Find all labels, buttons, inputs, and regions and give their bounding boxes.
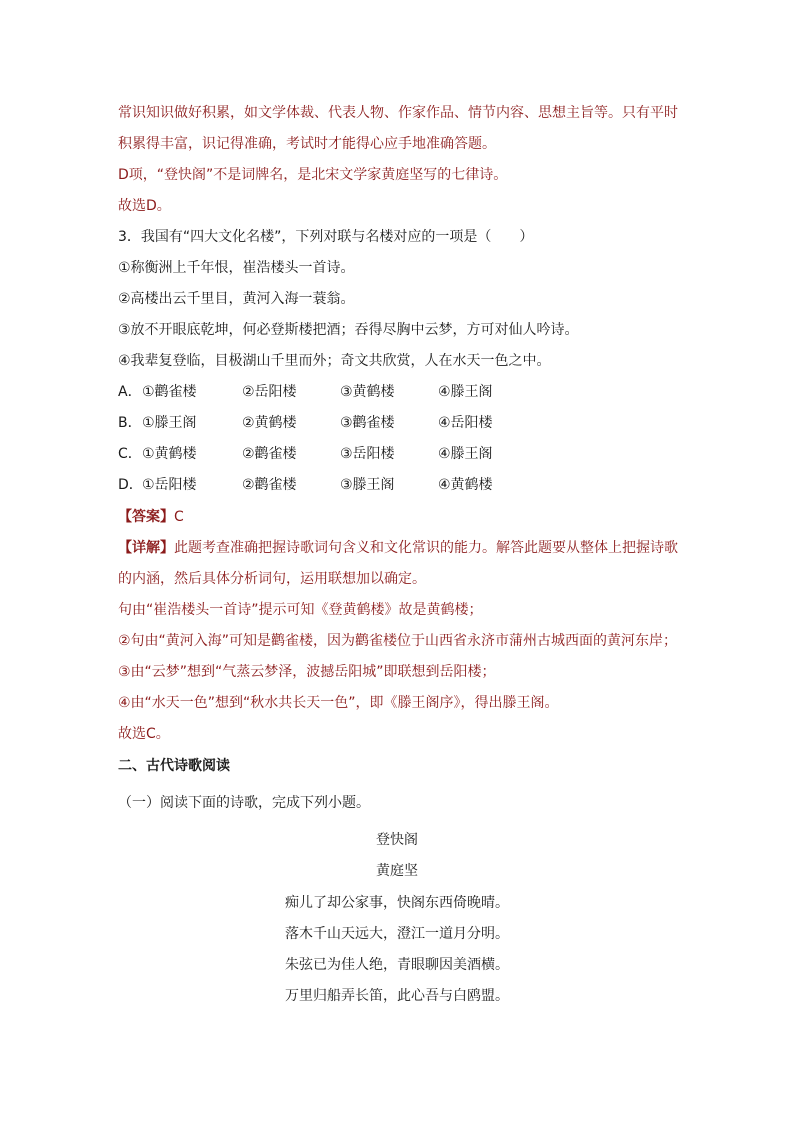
- detail-label: 【详解】: [118, 540, 174, 556]
- poem-line-1: 痴儿了却公家事，快阁东西倚晚晴。: [285, 895, 509, 911]
- sub-instruction: （一）阅读下面的诗歌，完成下列小题。: [118, 795, 370, 811]
- option-item: ③滕王阁: [340, 477, 395, 493]
- option-item: ①鹳雀楼: [142, 384, 197, 400]
- question-3-conclusion: 故选C。: [118, 726, 170, 742]
- explanation-line-2: 积累得丰富，识记得准确，考试时才能得心应手地准确答题。: [118, 136, 496, 152]
- poem-title: 登快阁: [376, 832, 418, 848]
- option-item: ②岳阳楼: [242, 384, 297, 400]
- poem-author: 黄庭坚: [376, 863, 418, 879]
- poem-line-3: 朱弦已为佳人绝，青眼聊因美酒横。: [285, 957, 509, 973]
- option-b: [118, 413, 493, 433]
- explanation-line-1: 常识知识做好积累，如文学体裁、代表人物、作家作品、情节内容、思想主旨等。只有平时: [118, 105, 678, 121]
- option-item: ①黄鹤楼: [142, 446, 197, 462]
- detail-line-5: ③由“云梦”想到“气蒸云梦泽，波撼岳阳城”即联想到岳阳楼；: [118, 664, 496, 680]
- couplet-1: ①称衡洲上千年恨，崔浩楼头一首诗。: [118, 260, 355, 276]
- option-item: ③黄鹤楼: [340, 384, 395, 400]
- answer-line: [118, 507, 184, 527]
- answer-value: C: [174, 509, 184, 525]
- detail-text: 此题考查准确把握诗歌词句含义和文化常识的能力。解答此题要从整体上把握诗歌: [174, 540, 678, 556]
- option-c: [118, 444, 493, 464]
- option-letter: A．: [118, 384, 142, 400]
- detail-line-4: ②句由“黄河入海”可知是鹳雀楼，因为鹳雀楼位于山西省永济市蒲州古城西面的黄河东岸；: [118, 633, 678, 649]
- option-letter: C．: [118, 446, 142, 462]
- option-item: ④滕王阁: [438, 384, 493, 400]
- option-letter: D．: [118, 477, 143, 493]
- option-item: ④岳阳楼: [438, 415, 493, 431]
- detail-line-6: ④由“水天一色”想到“秋水共长天一色”，即《滕王阁序》，得出滕王阁。: [118, 695, 559, 711]
- option-item: ④黄鹤楼: [438, 477, 493, 493]
- option-a: [118, 382, 493, 402]
- poem-line-2: 落木千山天远大，澄江一道月分明。: [285, 926, 509, 942]
- option-item: ①岳阳楼: [142, 477, 197, 493]
- detail-line-1: [118, 538, 678, 558]
- poem-line-4: 万里归船弄长笛，此心吾与白鸥盟。: [285, 988, 509, 1004]
- option-item: ②黄鹤楼: [242, 415, 297, 431]
- question-3-stem: 3．我国有“四大文化名楼”，下列对联与名楼对应的一项是（ ）: [118, 229, 534, 245]
- option-item: ②鹳雀楼: [242, 446, 297, 462]
- option-d: [118, 475, 493, 495]
- couplet-3: ③放不开眼底乾坤，何必登斯楼把酒；吞得尽胸中云梦，方可对仙人吟诗。: [118, 322, 579, 338]
- answer-label: 【答案】: [118, 509, 174, 525]
- couplet-4: ④我辈复登临，目极湖山千里而外；奇文共欣赏，人在水天一色之中。: [118, 353, 551, 369]
- section-heading: 二、古代诗歌阅读: [118, 758, 230, 774]
- option-item: ③鹳雀楼: [340, 415, 395, 431]
- option-item: ③岳阳楼: [340, 446, 395, 462]
- detail-line-3: 句由“崔浩楼头一首诗”提示可知《登黄鹤楼》故是黄鹤楼；: [118, 602, 483, 618]
- option-item: ②鹳雀楼: [242, 477, 297, 493]
- option-item: ①滕王阁: [142, 415, 197, 431]
- detail-line-2: 的内涵，然后具体分析词句，运用联想加以确定。: [118, 571, 426, 587]
- option-item: ④滕王阁: [438, 446, 493, 462]
- couplet-2: ②高楼出云千里目，黄河入海一蓑翁。: [118, 291, 355, 307]
- option-letter: B．: [118, 415, 142, 431]
- explanation-line-3: D项，“登快阁”不是词牌名，是北宋文学家黄庭坚写的七律诗。: [118, 167, 508, 183]
- explanation-conclusion: 故选D。: [118, 198, 171, 214]
